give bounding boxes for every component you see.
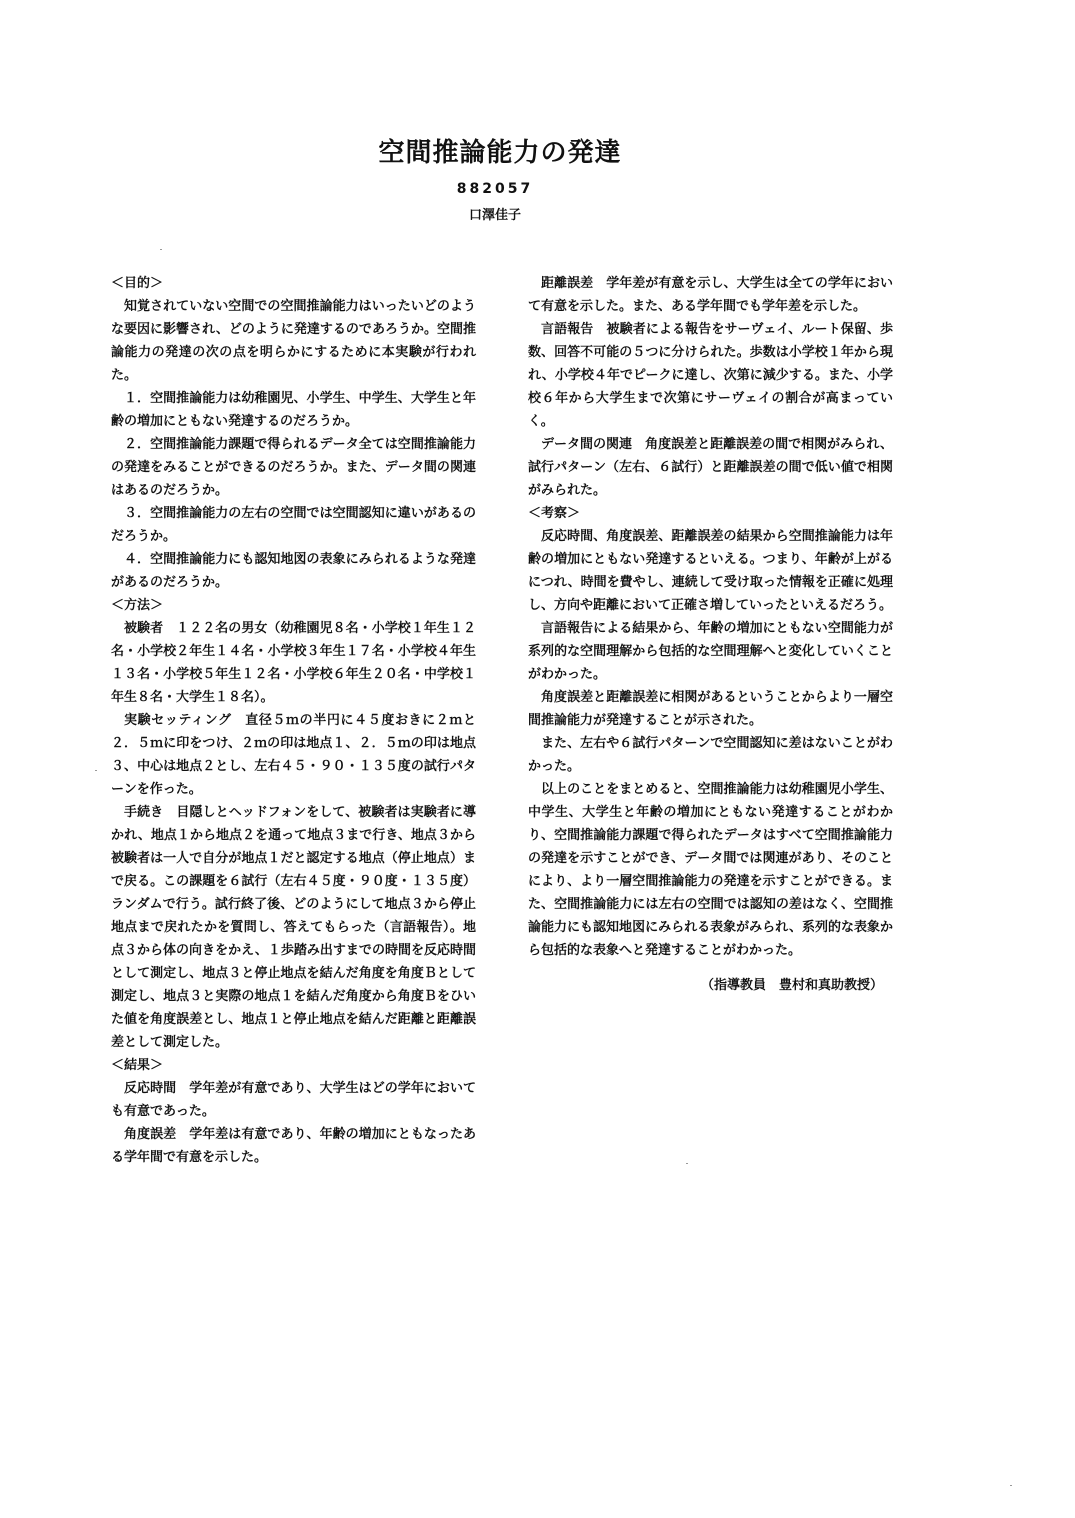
right-column-paragraph: 言語報告による結果から、年齢の増加にともない空間能力が系列的な空間理解から包括的な空間理解へと変化していくことがわかった。 bbox=[528, 621, 893, 682]
student-id: 882057 bbox=[456, 181, 534, 197]
left-column-paragraph: 実験セッティング 直径５ｍの半円に４５度おきに２ｍと２．５ｍに印をつけ、２ｍの印は地点１、２．５ｍの印は地点３、中心は地点２とし、左右４５・９０・１３５度の試行パターンを作った。 bbox=[111, 713, 476, 797]
right-column bbox=[528, 272, 893, 997]
left-column-paragraph: 反応時間 学年差が有意であり、大学生はどの学年においても有意であった。 bbox=[111, 1081, 476, 1119]
left-column-paragraph: 手続き 目隠しとヘッドフォンをして、被験者は実験者に導かれ、地点１から地点２を通って地点３まで行き、地点３から被験者は一人で自分が地点１だと認定する地点（停止地点）まで戻る。この課題を６試行（左右４５度・９０度・１３５度）ランダムで行う。試行終了後、どのようにして地点３から停止地点まで戻れたかを質問し、答えてもらった（言語報告）。地点３から体の向きをかえ、１歩踏み出すまでの時間を反応時間として測定し、地点３と停止地点を結んだ角度を角度Ｂとして測定し、地点３と実際の地点１を結んだ角度から角度Ｂをひいた値を角度誤差とし、地点１と停止地点を結んだ距離と距離誤差として測定した。 bbox=[111, 805, 476, 1050]
left-column-section-heading: ＜目的＞ bbox=[111, 276, 164, 291]
scan-speck bbox=[686, 1163, 688, 1164]
left-column-paragraph: ３．空間推論能力の左右の空間では空間認知に違いがあるのだろうか。 bbox=[111, 506, 476, 544]
left-column-paragraph: ４．空間推論能力にも認知地図の表象にみられるような発達があるのだろうか。 bbox=[111, 552, 476, 590]
right-column-paragraph: 反応時間、角度誤差、距離誤差の結果から空間推論能力は年齢の増加にともない発達するといえる。つまり、年齢が上がるにつれ、時間を費やし、連続して受け取った情報を正確に処理し、方向や距離において正確さ増していったといえるだろう。 bbox=[528, 529, 893, 613]
right-column-section-heading: ＜考察＞ bbox=[528, 506, 581, 521]
left-column-section-heading: ＜方法＞ bbox=[111, 598, 164, 613]
right-column-paragraph: 以上のことをまとめると、空間推論能力は幼稚園児小学生、中学生、大学生と年齢の増加にともない発達することがわかり、空間推論能力課題で得られたデータはすべて空間推論能力の発達を示すことができ、データ間では関連があり、そのことにより、より一層空間推論能力の発達を示すことができる。また、空間推論能力には左右の空間では認知の差はなく、空間推論能力にも認知地図にみられる表象がみられ、系列的な表象から包括的な表象へと発達することがわかった。 bbox=[528, 782, 893, 958]
left-column-paragraph: １．空間推論能力は幼稚園児、小学生、中学生、大学生と年齢の増加にともない発達するのだろうか。 bbox=[111, 391, 476, 429]
right-column-paragraph: また、左右や６試行パターンで空間認知に差はないことがわかった。 bbox=[528, 736, 893, 774]
left-column-paragraph: ２．空間推論能力課題で得られるデータ全ては空間推論能力の発達をみることができるのだろうか。また、データ間の関連はあるのだろうか。 bbox=[111, 437, 476, 498]
scan-speck bbox=[95, 770, 97, 771]
left-column-paragraph: 角度誤差 学年差は有意であり、年齢の増加にともなったある学年間で有意を示した。 bbox=[111, 1127, 476, 1165]
paper-title: 空間推論能力の発達 bbox=[378, 138, 622, 168]
left-column-paragraph: 被験者 １２２名の男女（幼稚園児８名・小学校１年生１２名・小学校２年生１４名・小学校３年生１７名・小学校４年生１３名・小学校５年生１２名・小学校６年生２０名・中学校１年生８名・大学生１８名）。 bbox=[111, 621, 476, 705]
right-column-paragraph: データ間の関連 角度誤差と距離誤差の間で相関がみられ、試行パターン（左右、６試行）と距離誤差の間で低い値で相関がみられた。 bbox=[528, 437, 893, 498]
author-name: 口澤佳子 bbox=[468, 208, 521, 223]
left-column-section-heading: ＜結果＞ bbox=[111, 1058, 164, 1073]
right-column-paragraph: 距離誤差 学年差が有意を示し、大学生は全ての学年において有意を示した。また、ある学年間でも学年差を示した。 bbox=[528, 276, 893, 314]
left-column-paragraph: 知覚されていない空間での空間推論能力はいったいどのような要因に影響され、どのように発達するのであろうか。空間推論能力の発達の次の点を明らかにするために本実験が行われた。 bbox=[111, 299, 476, 383]
scan-speck bbox=[160, 249, 162, 250]
right-column-paragraph: 角度誤差と距離誤差に相関があるということからより一層空間推論能力が発達することが示された。 bbox=[528, 690, 893, 728]
left-column bbox=[111, 272, 476, 1169]
advisor-credit: （指導教員 豊村和真助教授） bbox=[700, 978, 883, 993]
right-column-paragraph: 言語報告 被験者による報告をサーヴェイ、ルート保留、歩数、回答不可能の５つに分けられた。歩数は小学校１年から現れ、小学校４年でピークに達し、次第に減少する。また、小学校６年から大学生まで次第にサーヴェイの割合が高まっていく。 bbox=[528, 322, 893, 429]
scan-speck bbox=[1010, 1485, 1012, 1486]
